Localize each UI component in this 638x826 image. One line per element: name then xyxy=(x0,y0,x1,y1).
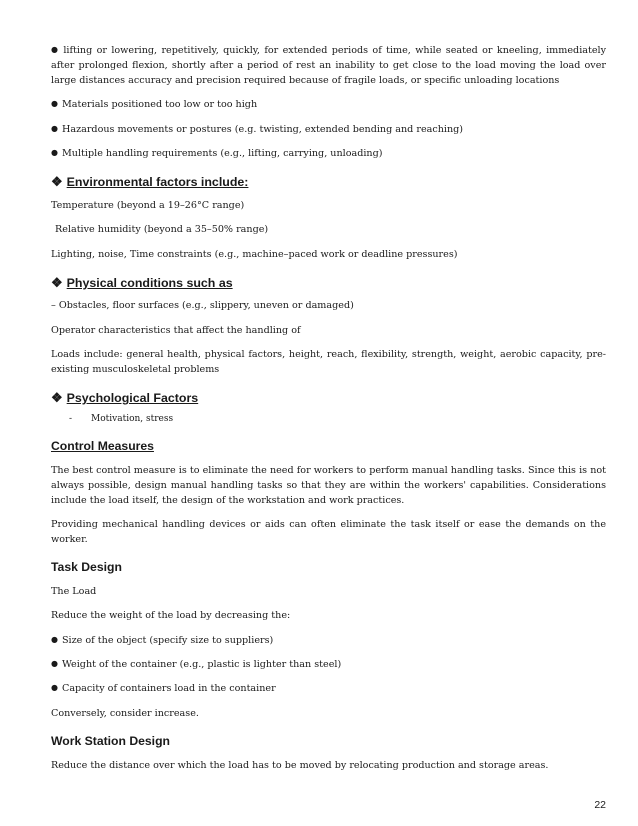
bullet-hazardous: ● Hazardous movements or postures (e.g. twisting, extended bending and reaching) xyxy=(51,123,606,138)
task-the-load: The Load xyxy=(51,585,97,597)
bullet-materials: ● Materials positioned too low or too high xyxy=(51,98,606,113)
phys-loads: Loads include: general health, physical factors, height, reach, flexibility, strength, weight, aerobic capacity, pre-existing musculoskeletal problems xyxy=(51,349,606,376)
psych-item: - Motivation, stress xyxy=(51,413,606,427)
four-diamond-bullet-icon: ❖ xyxy=(51,274,63,290)
env-temperature: Temperature (beyond a 19–26°C range) xyxy=(51,199,245,211)
four-diamond-bullet-icon: ❖ xyxy=(51,390,63,406)
phys-obstacles: – Obstacles, floor surfaces (e.g., slippery, uneven or damaged) xyxy=(51,300,354,312)
env-lighting: Lighting, noise, Time constraints (e.g., machine–paced work or deadline pressures) xyxy=(51,248,458,260)
bullet-lifting: ● lifting or lowering, repetitively, quickly, for extended periods of time, while seated or kneeling, immediately after prolonged flexion, shortly after a period of rest an inability to get close to the load moving the load over large distances accuracy and precision required because of fragile loads, or specific unloading locations xyxy=(51,44,606,89)
work-station-heading: Work Station Design xyxy=(51,733,170,748)
dash-marker: - xyxy=(69,414,73,424)
control-p1: The best control measure is to eliminate the need for workers to perform manual handling tasks. Since this is not always possible, design manual handling tasks so that they are within the workers' capabilities. Considerations include the load itself, the design of the workstation and work practices. xyxy=(51,464,606,506)
phys-operator: Operator characteristics that affect the handling of xyxy=(51,324,301,336)
task-bullet-size: ● Size of the object (specify size to suppliers) xyxy=(51,634,606,649)
task-bullet-capacity: ● Capacity of containers load in the container xyxy=(51,682,606,697)
task-bullet-weight: ● Weight of the container (e.g., plastic is lighter than steel) xyxy=(51,658,606,673)
control-measures-heading: Control Measures xyxy=(51,438,154,453)
task-design-heading: Task Design xyxy=(51,559,122,574)
physical-heading: ❖ Physical conditions such as xyxy=(51,274,233,290)
task-intro: Reduce the weight of the load by decreasing the: xyxy=(51,610,291,622)
environmental-heading: ❖ Environmental factors include: xyxy=(51,173,249,189)
four-diamond-bullet-icon: ❖ xyxy=(51,173,63,189)
psychological-heading: ❖ Psychological Factors xyxy=(51,390,199,406)
document-page xyxy=(51,44,606,783)
page-number: 22 xyxy=(594,799,606,811)
control-p2: Providing mechanical handling devices or aids can often eliminate the task itself or ease the demands on the worker. xyxy=(51,519,606,545)
task-outro: Conversely, consider increase. xyxy=(51,707,199,719)
env-humidity: Relative humidity (beyond a 35–50% range) xyxy=(55,224,269,236)
workstation-p1: Reduce the distance over which the load has to be moved by relocating production and storage areas. xyxy=(51,759,549,771)
bullet-multiple-handling: ● Multiple handling requirements (e.g., lifting, carrying, unloading) xyxy=(51,147,606,162)
